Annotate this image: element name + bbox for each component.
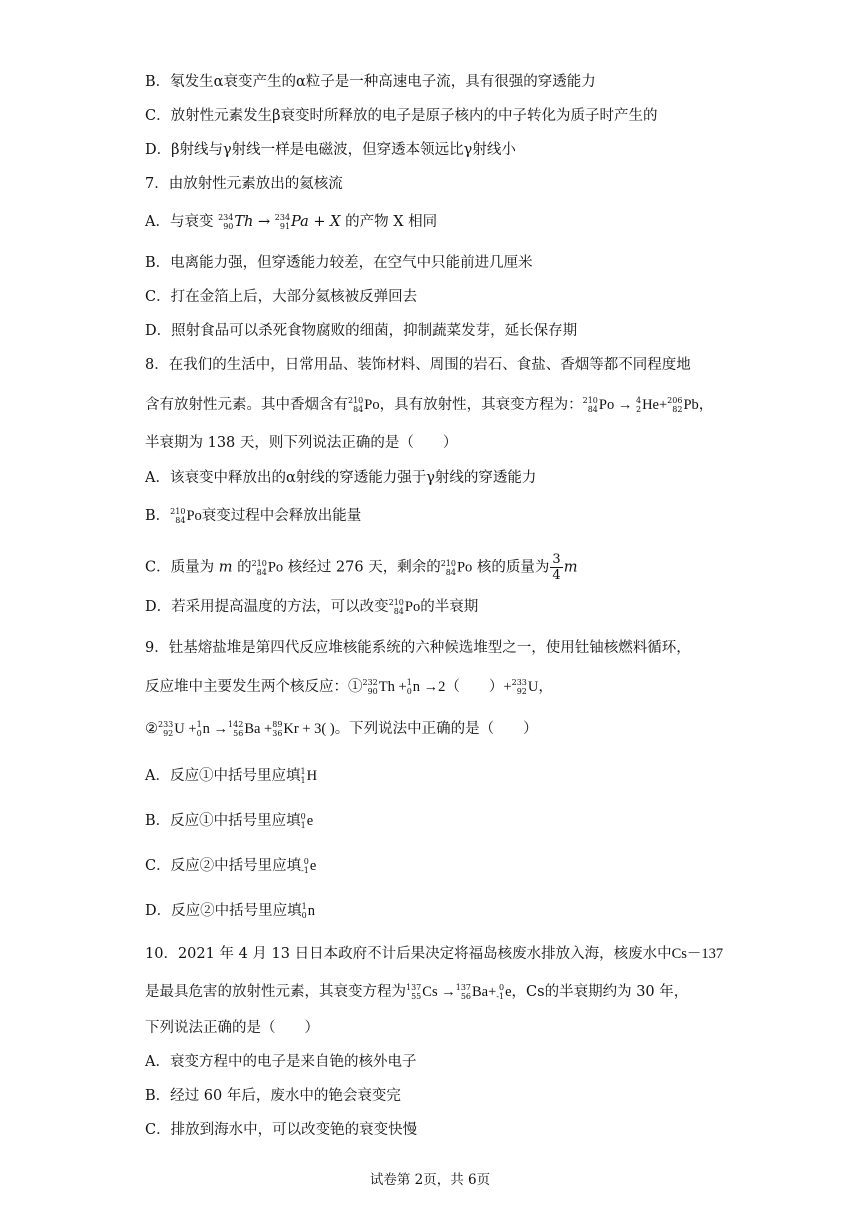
question-8-stem-line2: 含有放射性元素。其中香烟含有 210 84 Po，具有放射性，其衰变方程为： 210 84 Po → 4 2 He+ 206 82 Pb， — [145, 396, 714, 414]
fraction-three-quarters: $\frac{3}{4}$ — [552, 552, 561, 583]
question-9-reaction-2: ② 233 92 U + 1 0 n → 142 56 Ba + 89 36 Kr + 3( )。下列说法中正确的是（ ） — [145, 720, 538, 738]
option-d-q6: D．β射线与γ射线一样是电磁波，但穿透本领远比γ射线小 — [145, 142, 516, 158]
question-10-stem-line1: 10．2021 年 4 月 13 日日本政府不计后果决定将福岛核废水排放入海，核废水中Cs－137 — [145, 946, 724, 962]
option-c-q6: C．放射性元素发生β衰变时所释放的电子是原子核内的中子转化为质子时产生的 — [145, 108, 658, 124]
option-b-q10: B．经过 60 年后，废水中的铯会衰变完 — [145, 1088, 401, 1104]
question-10-stem-line3: 下列说法正确的是（ ） — [145, 1020, 319, 1036]
option-b-q6: B．氡发生α衰变产生的α粒子是一种高速电子流，具有很强的穿透能力 — [145, 74, 596, 90]
option-a-q10: A．衰变方程中的电子是来自铯的核外电子 — [145, 1054, 417, 1070]
question-9-reaction-1: 反应堆中主要发生两个核反应：① 232 90 Th + 1 0 n →2（ ）+ 233 92 U， — [145, 678, 553, 696]
option-a-q7: A．与衰变 234 90 Th → 234 91 Pa + X 的产物 X 相同 — [145, 213, 438, 231]
option-d-q9: D．反应②中括号里应填 1 0 n — [145, 902, 315, 920]
page-footer: 试卷第 2页，共 6页 — [369, 1172, 491, 1188]
option-c-q7: C．打在金箔上后，大部分氦核被反弹回去 — [145, 289, 418, 305]
question-10-stem-line2: 是最具危害的放射性元素，其衰变方程为 137 55 Cs → 137 56 Ba+ 0 -1 e，Cs的半衰期约为 30 年， — [145, 983, 689, 1001]
option-d-q8: D．若采用提高温度的方法，可以改变 210 84 Po的半衰期 — [145, 598, 479, 616]
option-b-q8: B． 210 84 Po衰变过程中会释放出能量 — [145, 507, 362, 525]
option-b-q9: B．反应①中括号里应填 0 1 e — [145, 812, 314, 830]
question-9-stem-line1: 9．钍基熔盐堆是第四代反应堆核能系统的六种候选堆型之一，使用钍铀核燃料循环， — [145, 640, 691, 656]
question-7-stem: 7．由放射性元素放出的氦核流 — [145, 176, 343, 192]
option-d-q7: D．照射食品可以杀死食物腐败的细菌，抑制蔬菜发芽，延长保存期 — [145, 323, 578, 339]
option-c-q8: C．质量为 m 的 210 84 Po 核经过 276 天，剩余的 210 84 Po 核的质量为 $\frac{3}{4}$ m — [145, 552, 578, 583]
question-8-stem-line1: 8．在我们的生活中，日常用品、装饰材料、周围的岩石、食盐、香烟等都不同程度地 — [145, 357, 691, 373]
option-c-q9: C．反应②中括号里应填 0 -1 e — [145, 857, 317, 875]
option-b-q7: B．电离能力强，但穿透能力较差，在空气中只能前进几厘米 — [145, 255, 533, 271]
option-a-q8: A．该衰变中释放出的α射线的穿透能力强于γ射线的穿透能力 — [145, 470, 537, 486]
option-a-q9: A．反应①中括号里应填 1 1 H — [145, 767, 318, 785]
option-c-q10: C．排放到海水中，可以改变铯的衰变快慢 — [145, 1122, 418, 1138]
question-8-stem-line3: 半衰期为 138 天，则下列说法正确的是（ ） — [145, 435, 458, 451]
